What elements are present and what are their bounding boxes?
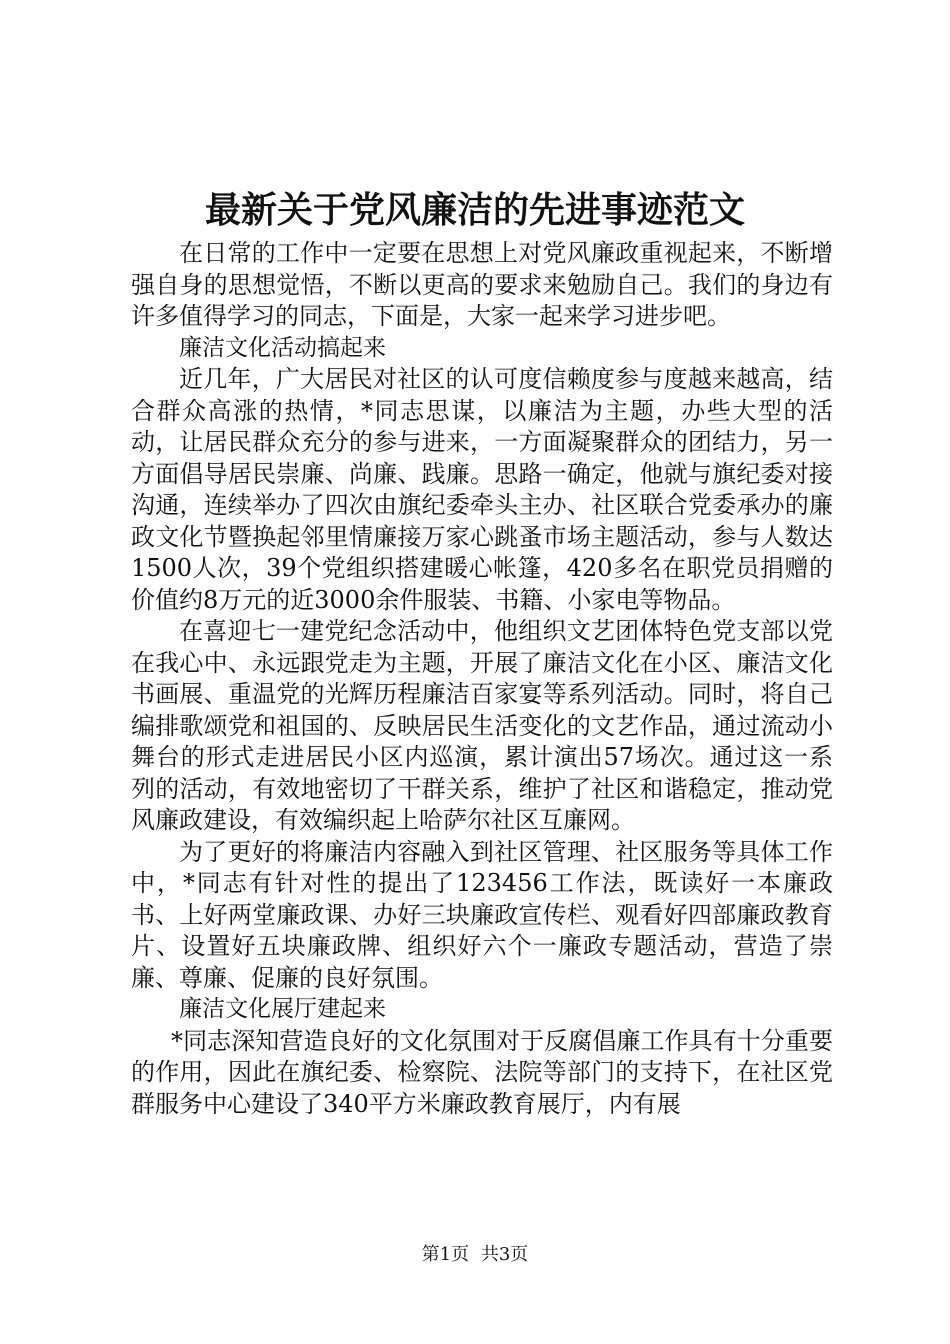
page-number: 第1页 [421, 1244, 470, 1265]
body-paragraph: 为了更好的将廉洁内容融入到社区管理、社区服务等具体工作中，*同志有针对性的提出了123456工作法，既读好一本廉政书、上好两堂廉政课、办好三块廉政宣传栏、观看好四部廉政教育片、设置好五块廉政牌、组织好六个一廉政专题活动，营造了崇廉、尊廉、促廉的良好氛围。 [131, 837, 833, 992]
document-title: 最新关于党风廉洁的先进事迹范文 [204, 189, 745, 231]
body-paragraph: 近几年，广大居民对社区的认可度信赖度参与度越来越高，结合群众高涨的热情，*同志思谋，以廉洁为主题，办些大型的活动，让居民群众充分的参与进来，一方面凝聚群众的团结力，另一方面倡导居民崇廉、尚廉、践廉。思路一确定，他就与旗纪委对接沟通，连续举办了四次由旗纪委牵头主办、社区联合党委承办的廉政文化节暨换起邻里情廉接万家心跳蚤市场主题活动，参与人数达1500人次，39个党组织搭建暖心帐篷，420多名在职党员捐赠的价值约8万元的近3000余件服装、书籍、小家电等物品。 [131, 365, 833, 614]
page-footer [0, 1243, 950, 1267]
document-body [131, 238, 833, 1120]
page-total: 共3页 [480, 1244, 529, 1265]
body-paragraph: *同志深知营造良好的文化氛围对于反腐倡廉工作具有十分重要的作用，因此在旗纪委、检察院、法院等部门的支持下，在社区党群服务中心建设了340平方米廉政教育展厅，内有展 [131, 1026, 833, 1118]
section-heading: 廉洁文化展厅建起来 [179, 996, 386, 1022]
section-heading: 廉洁文化活动搞起来 [179, 334, 386, 361]
intro-paragraph: 在日常的工作中一定要在思想上对党风廉政重视起来，不断增强自身的思想觉悟，不断以更高的要求来勉励自己。我们的身边有许多值得学习的同志，下面是，大家一起来学习进步吧。 [131, 239, 833, 330]
body-paragraph: 在喜迎七一建党纪念活动中，他组织文艺团体特色党支部以党在我心中、永远跟党走为主题，开展了廉洁文化在小区、廉洁文化书画展、重温党的光辉历程廉洁百家宴等系列活动。同时，将自己编排歌颂党和祖国的、反映居民生活变化的文艺作品，通过流动小舞台的形式走进居民小区内巡演，累计演出57场次。通过这一系列的活动，有效地密切了干群关系，维护了社区和谐稳定，推动党风廉政建设，有效编织起上哈萨尔社区互廉网。 [131, 617, 833, 834]
